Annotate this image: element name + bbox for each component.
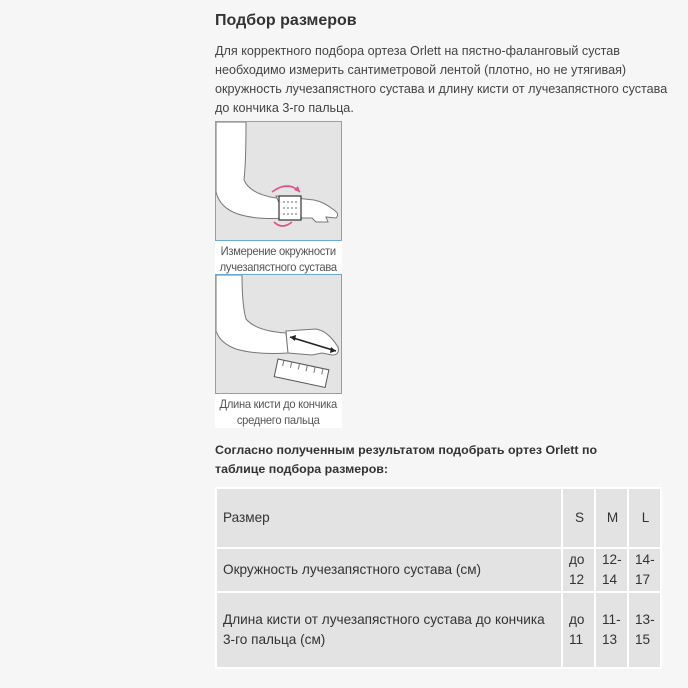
header-size-m: M [595,488,628,548]
header-size-l: L [628,488,661,548]
header-size-s: S [562,488,595,548]
hand-length-illustration [215,274,342,394]
page-title: Подбор размеров [215,12,357,29]
row-label: Окружность лучезапястного сустава (см) [216,548,562,592]
cell-size-s: до 11 [562,592,595,668]
cell-size-m: 12-14 [595,548,628,592]
cell-size-s: до 12 [562,548,595,592]
header-label: Размер [216,488,562,548]
wrist-circumference-illustration [215,121,342,241]
figure-caption: Длина кисти до кончика среднего пальца [219,397,337,427]
table-instruction: Согласно полученным результатом подобрать ортез Orlett по таблице подбора размеров: [215,443,598,476]
wrist-circumference-figure [215,121,342,275]
cell-size-l: 13-15 [628,592,661,668]
figure-caption: Измерение окружности лучезапястного сустава [219,244,337,274]
row-label: Длина кисти от лучезапястного сустава до кончика 3-го пальца (см) [216,592,562,668]
cell-size-l: 14-17 [628,548,661,592]
table-header-row [216,488,661,548]
size-table [215,487,662,669]
table-row [216,548,661,592]
intro-text: Для корректного подбора ортеза Orlett на пястно-фаланговый сустав необходимо измерить сантиметровой лентой (плотно, но не утягивая) окружность лучезапястного сустава и длину кисти от лучезапястного сустава до кончика 3-го пальца. [215,44,668,115]
table-row [216,592,661,668]
cell-size-m: 11-13 [595,592,628,668]
hand-length-figure [215,274,342,428]
